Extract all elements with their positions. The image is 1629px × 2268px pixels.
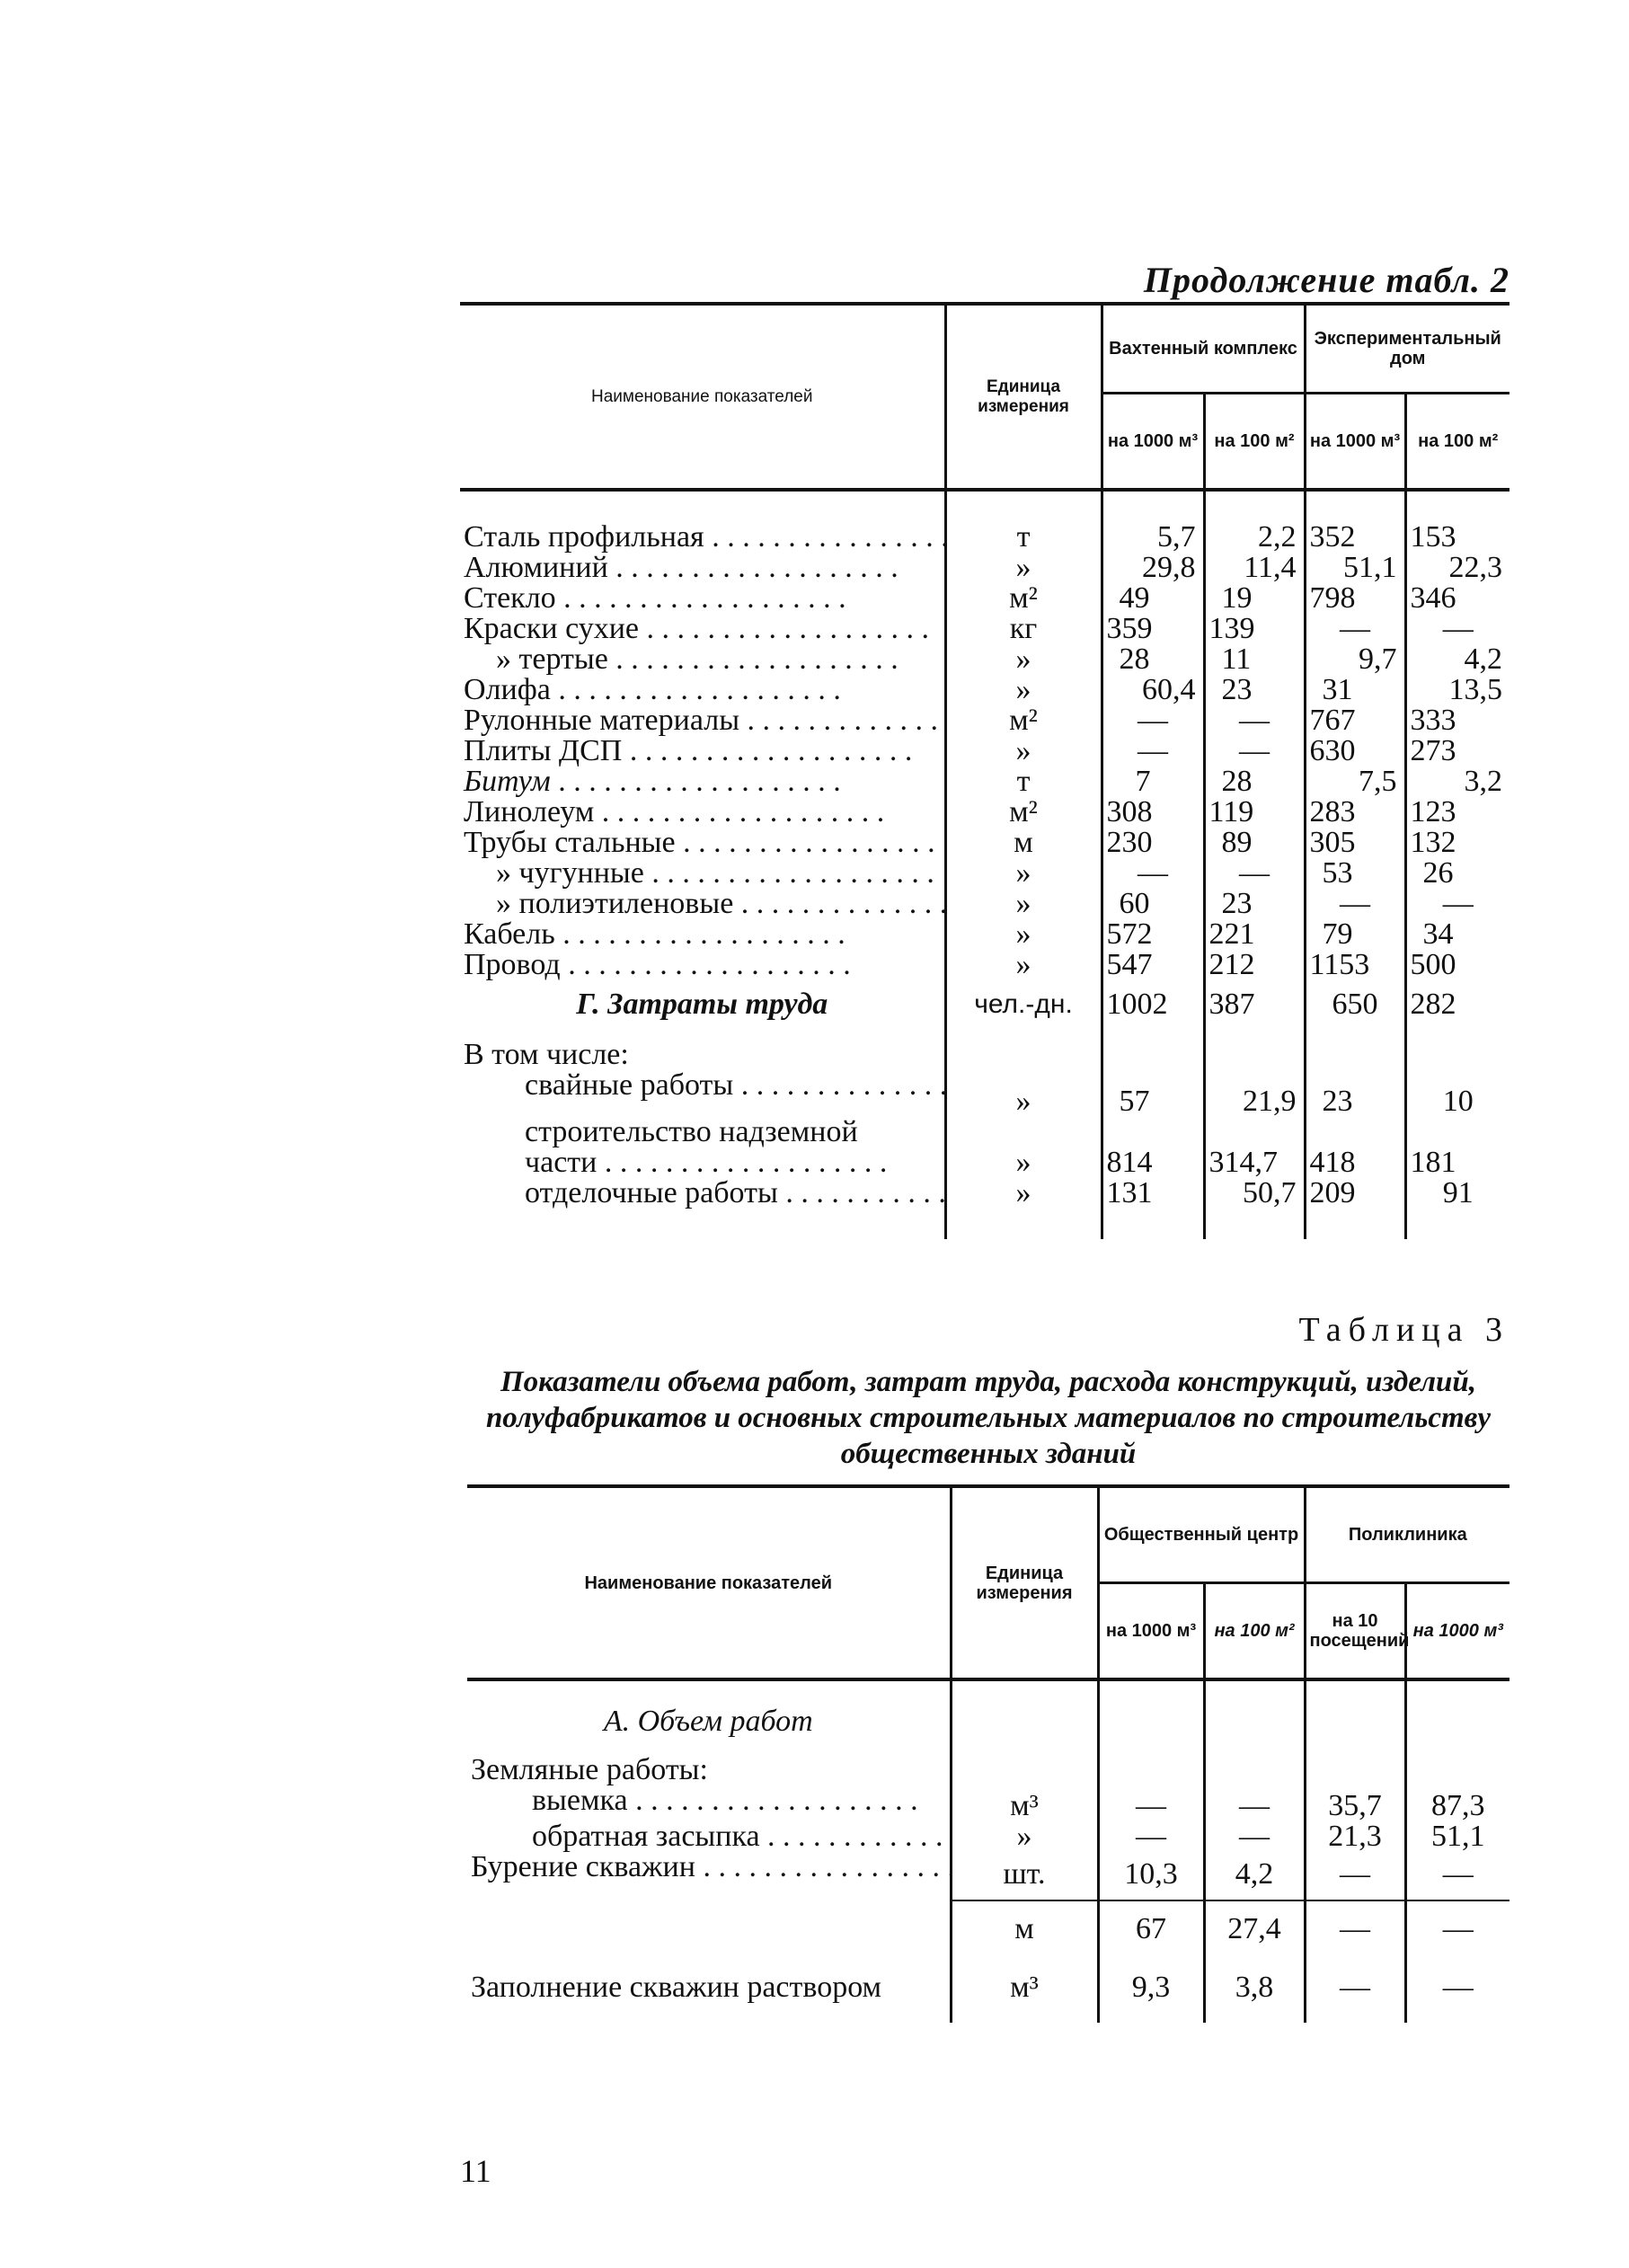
- sub-header-1: на 1000 м³: [1102, 394, 1204, 491]
- table-row: Заполнение скважин раствором м³ 9,3 3,8 — —: [467, 1949, 1509, 2003]
- continuation-caption: Продолжение табл. 2: [1143, 260, 1509, 300]
- table-row: Земляные работы:: [467, 1746, 1509, 1785]
- table-row: Кабель . . . » 572 221 79 34: [460, 919, 1509, 950]
- table-row: выемка . . . м³ — — 35,7 87,3: [467, 1785, 1509, 1821]
- sub-header-3: на 1000 м³: [1305, 394, 1405, 491]
- table-3-title: Таблица 3: [1298, 1311, 1509, 1349]
- page-number: 11: [460, 2153, 491, 2189]
- col-header-unit: Единица измерения: [951, 1486, 1098, 1679]
- sub-header-2: на 100 м²: [1204, 394, 1305, 491]
- table-row: » полиэтиленовые . . . » 60 23 — —: [460, 889, 1509, 919]
- table-row: Алюминий . . . » 29,8 11,4 51,1 22,3: [460, 553, 1509, 583]
- group-header-1: Общественный центр: [1098, 1486, 1305, 1583]
- table-row: Бурение скважин . . . шт. 10,3 4,2 — —: [467, 1852, 1509, 1900]
- table-row: Олифа . . . » 60,4 23 31 13,5: [460, 675, 1509, 705]
- section-row: А. Объем работ: [467, 1679, 1509, 1746]
- sub-header-4: на 100 м²: [1405, 394, 1509, 491]
- table-row: Сталь профильная . . . т 5,7 2,2 352 153: [460, 522, 1509, 553]
- table-row: Линолеум . . . м² 308 119 283 123: [460, 797, 1509, 828]
- table-row: В том числе:: [460, 1027, 1509, 1070]
- table-3: [467, 1484, 1509, 2023]
- sub-header-2: на 100 м²: [1204, 1583, 1305, 1680]
- table-row: Стекло . . . м² 49 19 798 346: [460, 583, 1509, 614]
- sub-header-3: на 10 посещений: [1305, 1583, 1405, 1680]
- table-row: Плиты ДСП . . . » — — 630 273: [460, 736, 1509, 766]
- col-header-name: Наименование показателей: [584, 1573, 833, 1593]
- table-row: Провод . . . » 547 212 1153 500: [460, 950, 1509, 980]
- table-row: Краски сухие . . . кг 359 139 — —: [460, 614, 1509, 644]
- col-header-name: Наименование показателей: [591, 386, 813, 406]
- group-header-2: Поликлиника: [1305, 1486, 1509, 1583]
- table-row: Трубы стальные . . . м 230 89 305 132: [460, 828, 1509, 858]
- table-row: Рулонные материалы . . . м² — — 767 333: [460, 705, 1509, 736]
- table-row: » чугунные . . . » — — 53 26: [460, 858, 1509, 889]
- table-2: [460, 302, 1509, 1239]
- sub-header-1: на 1000 м³: [1098, 1583, 1204, 1680]
- table-row: обратная засыпка . . . » — — 21,3 51,1: [467, 1821, 1509, 1852]
- labor-row: Г. Затраты труда чел.-дн. 1002 387 650 282: [460, 980, 1509, 1027]
- table-3-heading: Показатели объема работ, затрат труда, расхода конструкций, изделий, полуфабрикатов и основных строительных материалов по строительству общественных зданий: [485, 1366, 1492, 1470]
- table-row: части . . . » 814 314,7 418 181: [460, 1147, 1509, 1178]
- table-row: м 67 27,4 — —: [467, 1900, 1509, 1949]
- table-row: строительство надземной: [460, 1117, 1509, 1147]
- table-row: отделочные работы . . . » 131 50,7 209 91: [460, 1178, 1509, 1209]
- table-row: Битум . . . т 7 28 7,5 3,2: [460, 766, 1509, 797]
- table-row: » тертые . . . » 28 11 9,7 4,2: [460, 644, 1509, 675]
- sub-header-4: на 1000 м³: [1405, 1583, 1509, 1680]
- group-header-1: Вахтенный комплекс: [1102, 304, 1305, 394]
- col-header-unit: Единица измерения: [945, 304, 1102, 490]
- table-row: свайные работы . . . » 57 21,9 23 10: [460, 1070, 1509, 1117]
- group-header-2: Экспериментальный дом: [1305, 304, 1509, 394]
